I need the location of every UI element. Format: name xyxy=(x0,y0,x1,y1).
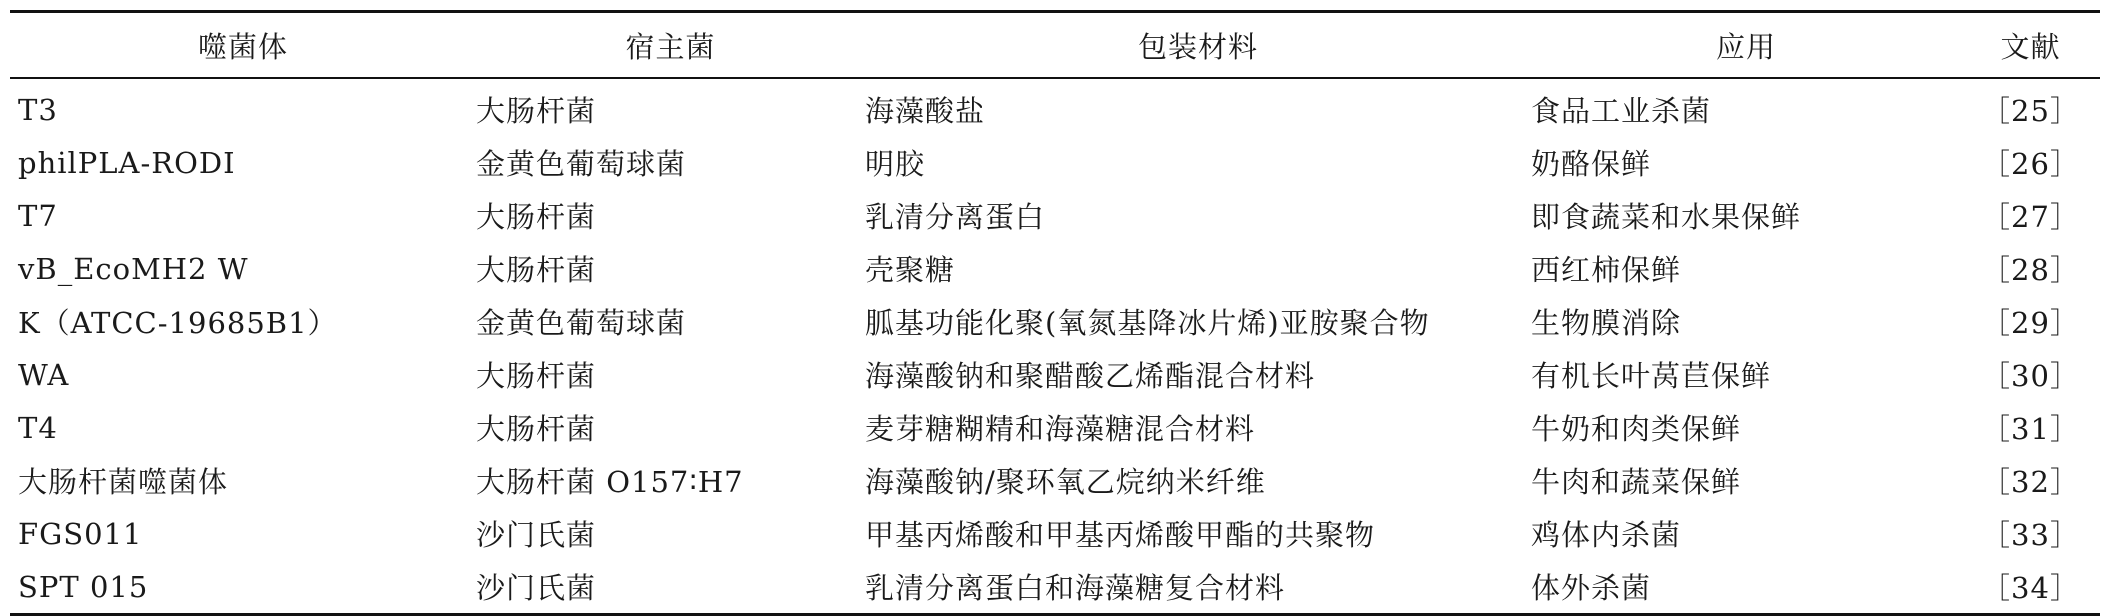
cell-application: 有机长叶莴苣保鲜 xyxy=(1531,359,1772,393)
cell-phage: WA xyxy=(18,357,70,392)
table-row xyxy=(10,401,2100,454)
cell-reference: ［28］ xyxy=(1981,253,2080,287)
cell-phage: T4 xyxy=(18,410,58,445)
cell-phage: philPLA-RODI xyxy=(18,145,236,180)
table-row xyxy=(10,79,2100,136)
table-row xyxy=(10,454,2100,507)
data-table xyxy=(10,13,2100,77)
cell-host: 沙门氏菌 xyxy=(476,571,597,605)
header-host: 宿主菌 xyxy=(625,29,716,64)
header-application: 应用 xyxy=(1715,29,1776,64)
cell-packaging: 乳清分离蛋白和海藻糖复合材料 xyxy=(865,571,1286,605)
cell-host: 大肠杆菌 xyxy=(476,200,597,234)
cell-application: 鸡体内杀菌 xyxy=(1531,518,1682,552)
table-body xyxy=(10,79,2100,613)
cell-host: 大肠杆菌 O157∶H7 xyxy=(476,465,744,499)
table-row xyxy=(10,507,2100,560)
cell-application: 奶酪保鲜 xyxy=(1531,147,1652,181)
cell-reference: ［27］ xyxy=(1981,200,2080,234)
cell-packaging: 麦芽糖糊精和海藻糖混合材料 xyxy=(865,412,1256,446)
cell-application: 即食蔬菜和水果保鲜 xyxy=(1531,200,1802,234)
cell-host: 大肠杆菌 xyxy=(476,253,597,287)
cell-reference: ［29］ xyxy=(1981,306,2080,340)
phage-packaging-table xyxy=(10,10,2100,616)
header-packaging: 包装材料 xyxy=(1137,29,1258,64)
cell-phage: T3 xyxy=(18,92,58,127)
table-row xyxy=(10,348,2100,401)
cell-packaging: 胍基功能化聚(氧氮基降冰片烯)亚胺聚合物 xyxy=(865,306,1430,340)
header-reference: 文献 xyxy=(2000,29,2061,64)
table-row xyxy=(10,560,2100,613)
cell-host: 大肠杆菌 xyxy=(476,359,597,393)
cell-reference: ［32］ xyxy=(1981,465,2080,499)
cell-reference: ［33］ xyxy=(1981,518,2080,552)
cell-reference: ［30］ xyxy=(1981,359,2080,393)
cell-phage: vB_EcoMH2 W xyxy=(18,251,249,286)
cell-packaging: 壳聚糖 xyxy=(865,253,956,287)
cell-packaging: 海藻酸盐 xyxy=(865,94,986,128)
cell-host: 大肠杆菌 xyxy=(476,412,597,446)
cell-application: 生物膜消除 xyxy=(1531,306,1682,340)
cell-phage: 大肠杆菌噬菌体 xyxy=(18,465,229,499)
cell-application: 食品工业杀菌 xyxy=(1531,94,1712,128)
data-table-body xyxy=(10,79,2100,613)
cell-reference: ［25］ xyxy=(1981,94,2080,128)
cell-packaging: 明胶 xyxy=(865,147,926,181)
cell-host: 大肠杆菌 xyxy=(476,94,597,128)
cell-application: 体外杀菌 xyxy=(1531,571,1652,605)
header-phage: 噬菌体 xyxy=(197,29,288,64)
cell-packaging: 甲基丙烯酸和甲基丙烯酸甲酯的共聚物 xyxy=(865,518,1376,552)
cell-host: 金黄色葡萄球菌 xyxy=(476,147,687,181)
table-row xyxy=(10,295,2100,348)
cell-packaging: 海藻酸钠/聚环氧乙烷纳米纤维 xyxy=(865,465,1266,499)
cell-application: 西红柿保鲜 xyxy=(1531,253,1682,287)
table-row xyxy=(10,136,2100,189)
cell-reference: ［31］ xyxy=(1981,412,2080,446)
cell-packaging: 乳清分离蛋白 xyxy=(865,200,1046,234)
table-row xyxy=(10,242,2100,295)
cell-host: 沙门氏菌 xyxy=(476,518,597,552)
cell-host: 金黄色葡萄球菌 xyxy=(476,306,687,340)
cell-phage: K（ATCC-19685B1） xyxy=(18,306,338,340)
cell-reference: ［26］ xyxy=(1981,147,2080,181)
cell-phage: T7 xyxy=(18,198,58,233)
cell-application: 牛奶和肉类保鲜 xyxy=(1531,412,1742,446)
cell-phage: FGS011 xyxy=(18,516,143,551)
header-row xyxy=(10,13,2100,77)
cell-reference: ［34］ xyxy=(1981,571,2080,605)
table-header xyxy=(10,13,2100,77)
table-row xyxy=(10,189,2100,242)
cell-packaging: 海藻酸钠和聚醋酸乙烯酯混合材料 xyxy=(865,359,1316,393)
cell-phage: SPT 015 xyxy=(18,569,149,604)
cell-application: 牛肉和蔬菜保鲜 xyxy=(1531,465,1742,499)
